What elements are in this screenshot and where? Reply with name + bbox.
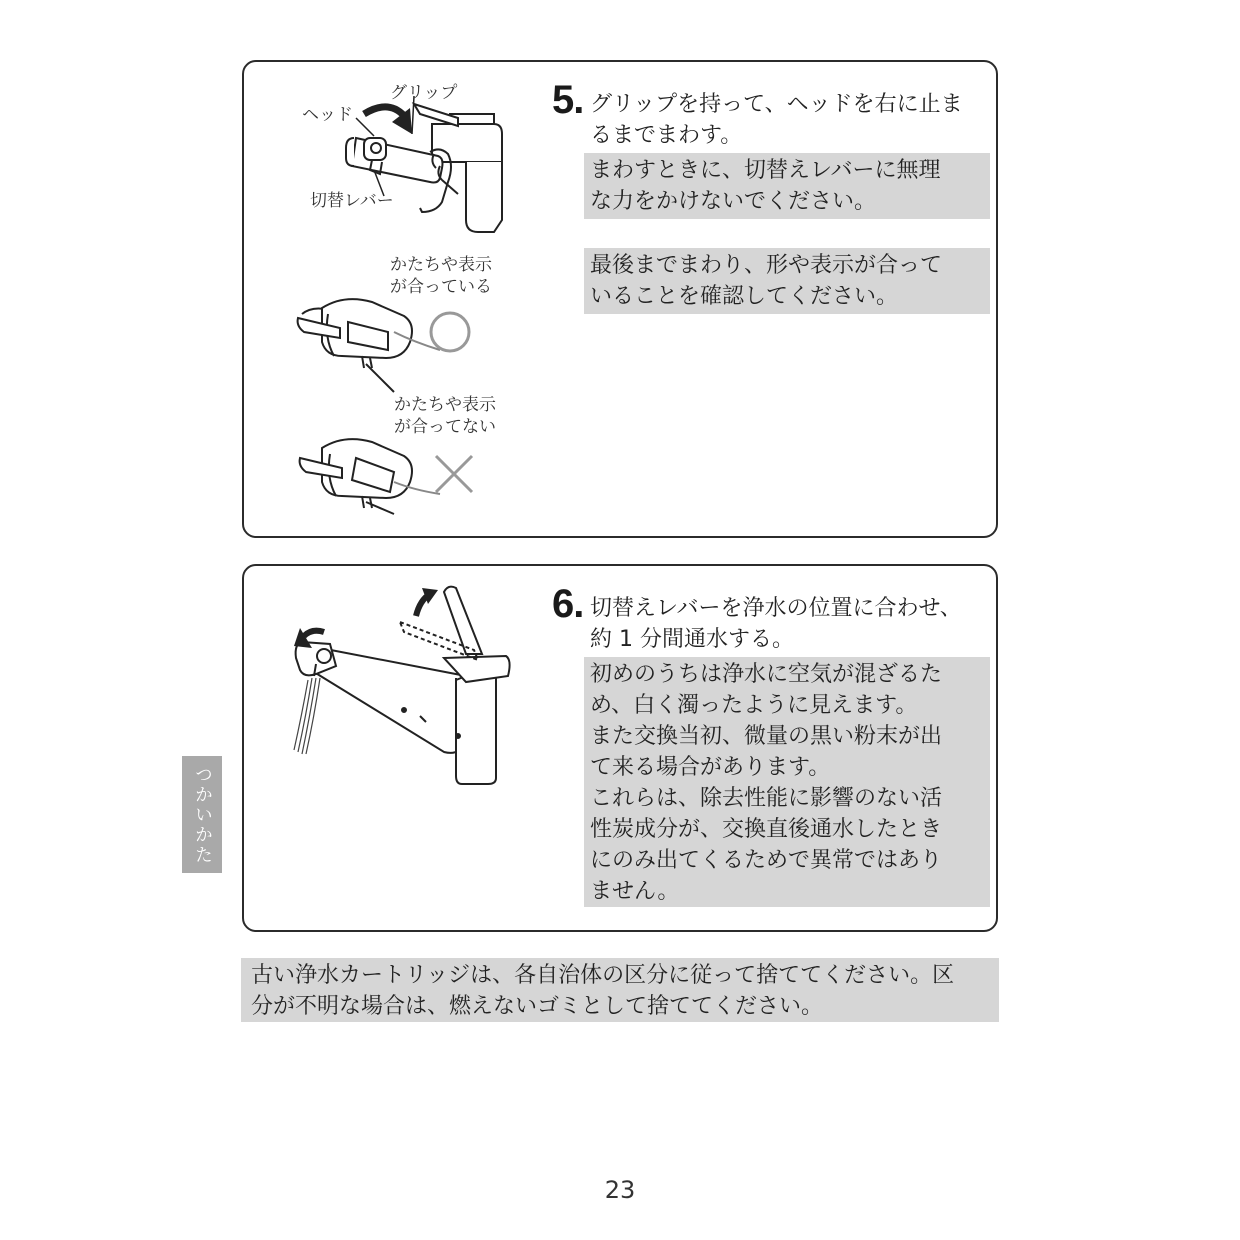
step5-confirm-note (584, 248, 990, 314)
step6-note-line: また交換当初、微量の黒い粉末が出 (590, 724, 943, 749)
step6-note-line: て来る場合があります。 (590, 755, 831, 780)
section-side-tab: つかいかた (182, 756, 222, 873)
label-ok-1: かたちや表示 (390, 255, 492, 275)
label-head: ヘッド (302, 105, 353, 125)
label-lever: 切替レバー (310, 191, 394, 211)
cross-icon (436, 456, 472, 492)
step5-illustration (244, 62, 544, 540)
step5-note2-line1: 最後までまわり、形や表示が合って (590, 253, 943, 278)
step6-panel (242, 564, 998, 932)
step6-note-line: にのみ出てくるためで異常ではあり (590, 848, 943, 873)
step5-note2-line2: いることを確認してください。 (590, 284, 899, 309)
step6-title-line2: 約 1 分間通水する。 (590, 627, 794, 652)
step6-title-line1: 切替えレバーを浄水の位置に合わせ、 (590, 596, 962, 621)
disposal-note-line1: 古い浄水カートリッジは、各自治体の区分に従って捨ててください。区 (251, 963, 955, 988)
ok-head-illustration (298, 299, 440, 392)
label-ng-1: かたちや表示 (394, 395, 496, 415)
step5-caution-note (584, 153, 990, 219)
step6-note-line: 初めのうちは浄水に空気が混ざるた (590, 662, 943, 687)
step6-note-line: め、白く濁ったように見えます。 (590, 693, 918, 718)
step5-title-line2: るまでまわす。 (590, 123, 743, 148)
ng-head-illustration (300, 439, 440, 514)
label-ok-2: が合っている (390, 277, 492, 297)
step6-number: 6. (552, 582, 584, 626)
step5-title (590, 89, 963, 151)
step6-info-note (584, 657, 990, 907)
step5-note1-line1: まわすときに、切替えレバーに無理 (590, 158, 941, 183)
step5-title-line1: グリップを持って、ヘッドを右に止ま (590, 92, 963, 117)
step5-number: 5. (552, 78, 584, 122)
step6-title (590, 593, 962, 655)
label-ng-2: が合ってない (394, 417, 496, 437)
step6-note-line: ません。 (590, 879, 680, 904)
disposal-note (241, 958, 999, 1022)
circle-icon (431, 313, 469, 351)
step6-illustration (244, 566, 544, 934)
label-grip: グリップ (390, 83, 458, 103)
disposal-note-line2: 分が不明な場合は、燃えないゴミとして捨ててください。 (251, 994, 824, 1019)
step6-note-line: これらは、除去性能に影響のない活 (590, 786, 943, 811)
step6-note-line: 性炭成分が、交換直後通水したとき (590, 817, 943, 842)
step5-panel (242, 60, 998, 538)
page-number: 23 (604, 1176, 636, 1204)
step5-note1-line2: な力をかけないでください。 (590, 189, 877, 214)
